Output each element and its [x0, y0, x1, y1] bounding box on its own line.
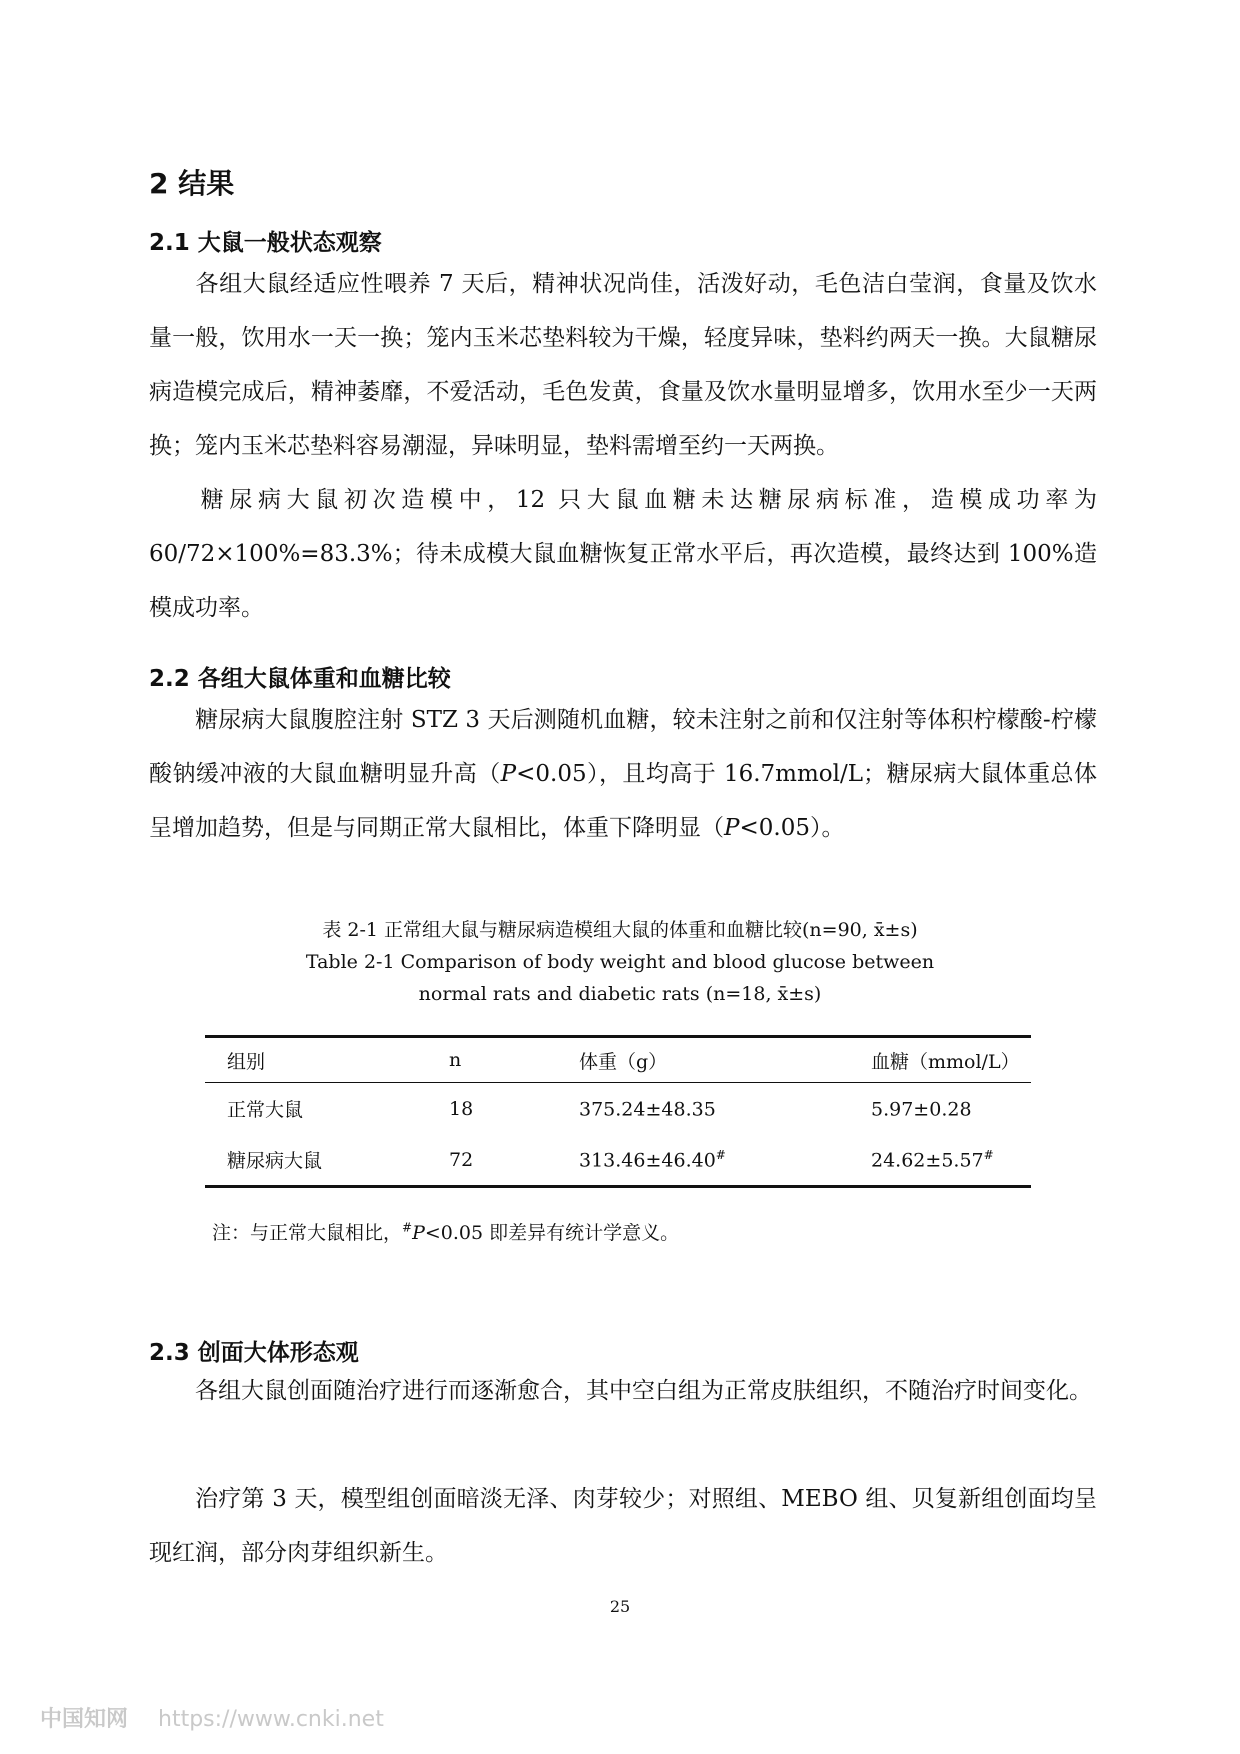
table-caption-cn: 表 2-1 正常组大鼠与糖尿病造模组大鼠的体重和血糖比较(n=90, x̄±s) — [322, 919, 918, 941]
table-header-row — [205, 1037, 1031, 1083]
table-row — [205, 1135, 1031, 1187]
cell-n: 18 — [449, 1097, 474, 1120]
section-2-3-title: 2.3 创面大体形态观 — [149, 1340, 359, 1366]
header-group: 组别 — [205, 1037, 427, 1083]
header-n: n — [427, 1037, 557, 1083]
header-weight: 体重（g） — [557, 1037, 849, 1083]
table-caption-en-line2: normal rats and diabetic rats (n=18, x̄±s) — [418, 983, 822, 1005]
table-row — [205, 1083, 1031, 1135]
watermark — [40, 1702, 384, 1733]
section-2-2-title: 2.2 各组大鼠体重和血糖比较 — [149, 666, 451, 692]
cell-group: 糖尿病大鼠 — [205, 1135, 427, 1187]
page-number: 25 — [609, 1597, 631, 1616]
data-table — [205, 1035, 1031, 1188]
cell-n: 72 — [427, 1135, 557, 1187]
chapter-heading: 2 结果 — [149, 167, 235, 200]
cell-weight: 313.46±46.40# — [557, 1135, 849, 1187]
section-2-2-paragraph: 糖尿病大鼠腹腔注射 STZ 3 天后测随机血糖，较未注射之前和仅注射等体积柠檬酸-柠檬酸钠缓冲液的大鼠血糖明显升高（P<0.05），且均高于 16.7mmol/L；糖尿病大鼠体重总体呈增加趋势，但是与同期正常大鼠相比，体重下降明显（P<0.05）。 — [149, 707, 1097, 841]
cell-group: 正常大鼠 — [227, 1099, 304, 1122]
cell-glucose: 24.62±5.57# — [849, 1135, 1031, 1187]
section-2-3-paragraph-2: 治疗第 3 天，模型组创面暗淡无泽、肉芽较少；对照组、MEBO 组、贝复新组创面均呈现红润，部分肉芽组织新生。 — [149, 1486, 1097, 1566]
watermark-logo: 中国知网 — [40, 1707, 129, 1732]
cell-weight: 375.24±48.35 — [579, 1098, 716, 1121]
section-2-3-paragraph-1: 各组大鼠创面随治疗进行而逐渐愈合，其中空白组为正常皮肤组织，不随治疗时间变化。 — [195, 1378, 1092, 1404]
section-2-1-paragraph-1: 各组大鼠经适应性喂养 7 天后，精神状况尚佳，活泼好动，毛色洁白莹润，食量及饮水量一般，饮用水一天一换；笼内玉米芯垫料较为干燥，轻度异味，垫料约两天一换。大鼠糖尿病造模完成后，精神萎靡，不爱活动，毛色发黄，食量及饮水量明显增多，饮用水至少一天两换；笼内玉米芯垫料容易潮湿，异味明显，垫料需增至约一天两换。 — [149, 271, 1097, 459]
watermark-url[interactable]: https://www.cnki.net — [158, 1707, 384, 1732]
header-glucose: 血糖（mmol/L） — [849, 1037, 1031, 1083]
table-caption-en-line1: Table 2-1 Comparison of body weight and blood glucose between — [305, 951, 935, 973]
section-2-1-paragraph-2: 糖尿病大鼠初次造模中，12 只大鼠血糖未达糖尿病标准，造模成功率为60/72×100%=83.3%；待未成模大鼠血糖恢复正常水平后，再次造模，最终达到 100%造模成功率。 — [149, 487, 1097, 621]
cell-glucose: 5.97±0.28 — [871, 1098, 972, 1121]
table-note: 注：与正常大鼠相比，#P<0.05 即差异有统计学意义。 — [212, 1220, 680, 1244]
section-2-1-title: 2.1 大鼠一般状态观察 — [149, 230, 382, 256]
